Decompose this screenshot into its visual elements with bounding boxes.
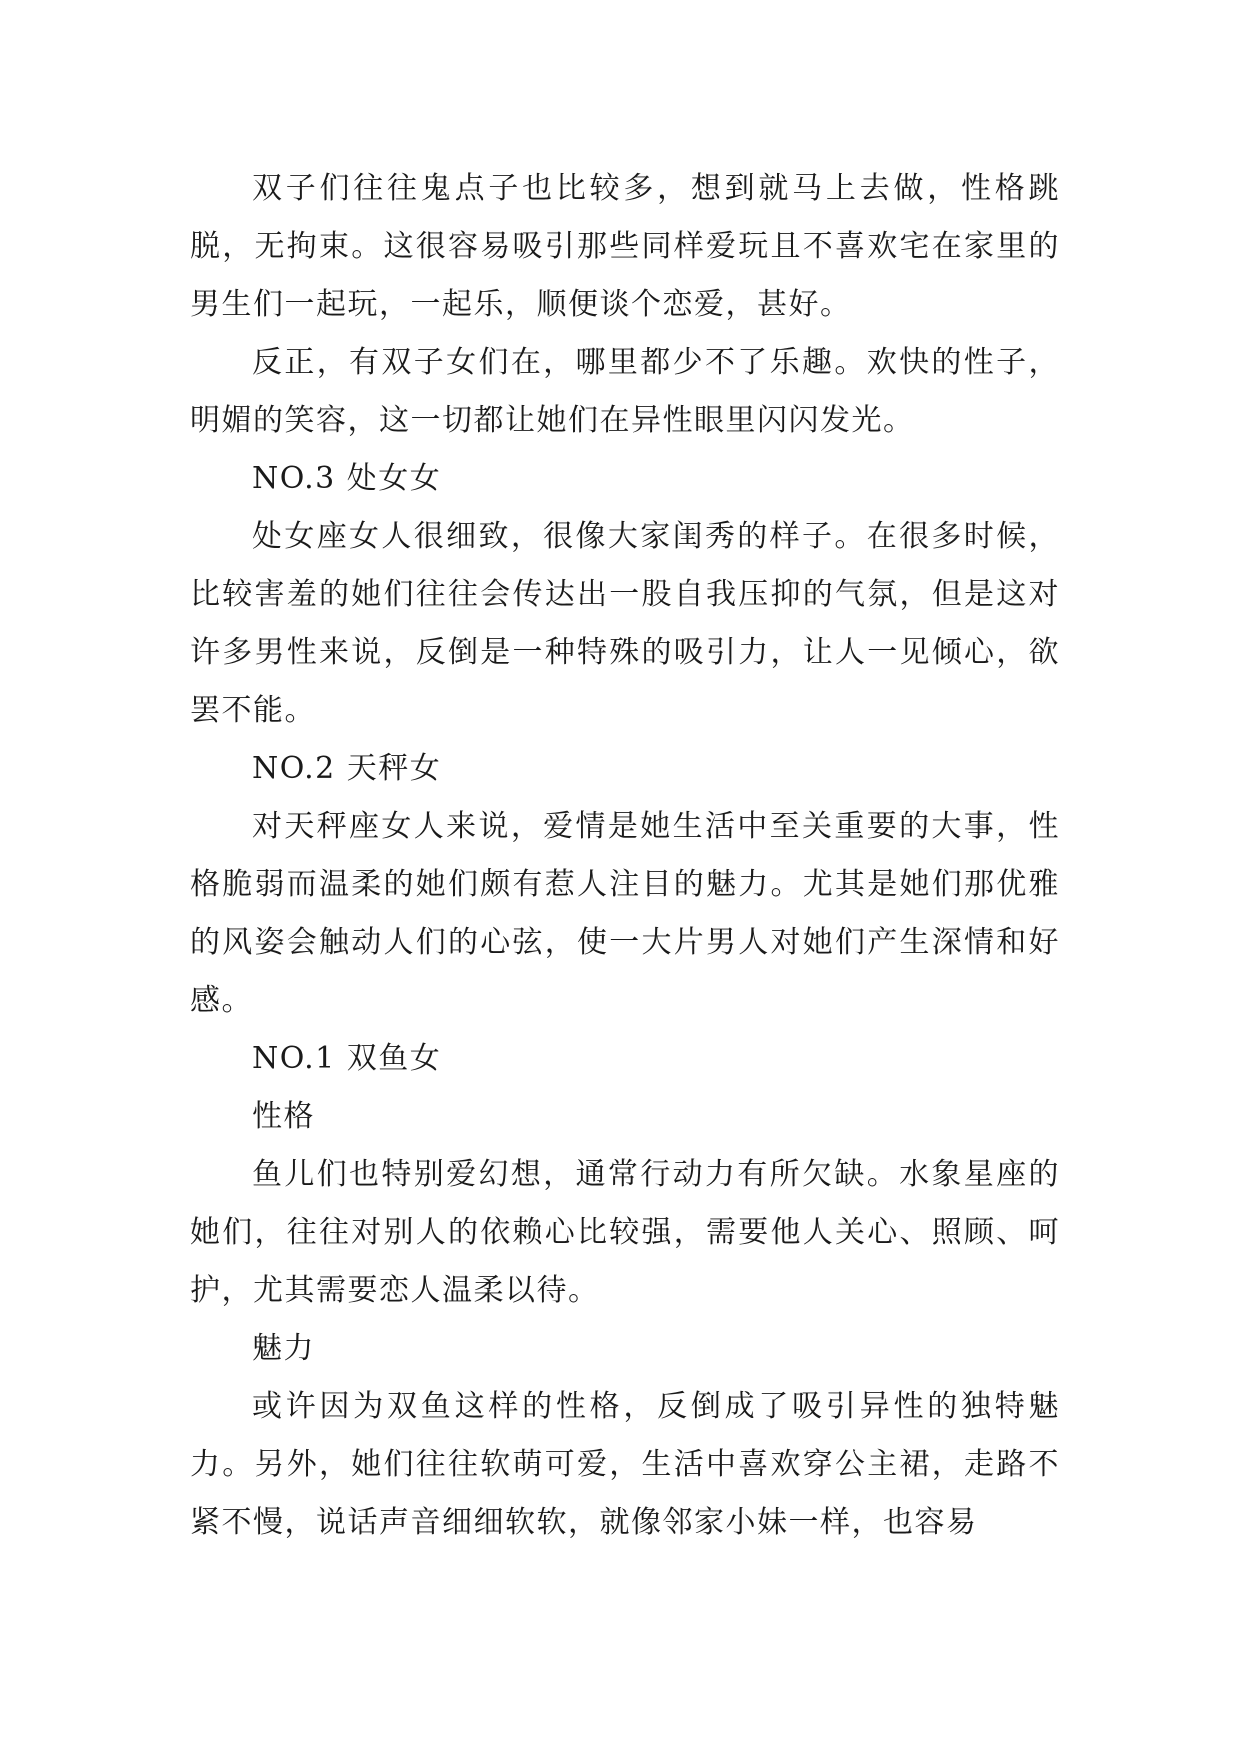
document-body [190, 160, 1060, 1552]
heading-no1-pisces: NO.1 双鱼女 [252, 1041, 442, 1076]
subheading-charm: 魅力 [252, 1331, 315, 1366]
paragraph-libra: 对天秤座女人来说，爱情是她生活中至关重要的大事，性格脆弱而温柔的她们颇有惹人注目的魅力。尤其是她们那优雅的风姿会触动人们的心弦，使一大片男人对她们产生深情和好感。 [190, 809, 1060, 1018]
paragraph-gemini-2: 反正，有双子女们在，哪里都少不了乐趣。欢快的性子，明媚的笑容，这一切都让她们在异性眼里闪闪发光。 [190, 345, 1060, 438]
paragraph-gemini-1: 双子们往往鬼点子也比较多，想到就马上去做，性格跳脱，无拘束。这很容易吸引那些同样爱玩且不喜欢宅在家里的男生们一起玩，一起乐，顺便谈个恋爱，甚好。 [190, 171, 1060, 322]
paragraph-pisces-charm: 或许因为双鱼这样的性格，反倒成了吸引异性的独特魅力。另外，她们往往软萌可爱，生活中喜欢穿公主裙，走路不紧不慢，说话声音细细软软，就像邻家小妹一样，也容易 [190, 1389, 1060, 1540]
paragraph-pisces-personality: 鱼儿们也特别爱幻想，通常行动力有所欠缺。水象星座的她们，往往对别人的依赖心比较强，需要他人关心、照顾、呵护，尤其需要恋人温柔以待。 [190, 1157, 1060, 1308]
heading-no2-libra: NO.2 天秤女 [252, 751, 442, 786]
paragraph-virgo: 处女座女人很细致，很像大家闺秀的样子。在很多时候，比较害羞的她们往往会传达出一股自我压抑的气氛，但是这对许多男性来说，反倒是一种特殊的吸引力，让人一见倾心，欲罢不能。 [190, 519, 1060, 728]
heading-no3-virgo: NO.3 处女女 [252, 461, 442, 496]
subheading-personality: 性格 [252, 1099, 315, 1134]
